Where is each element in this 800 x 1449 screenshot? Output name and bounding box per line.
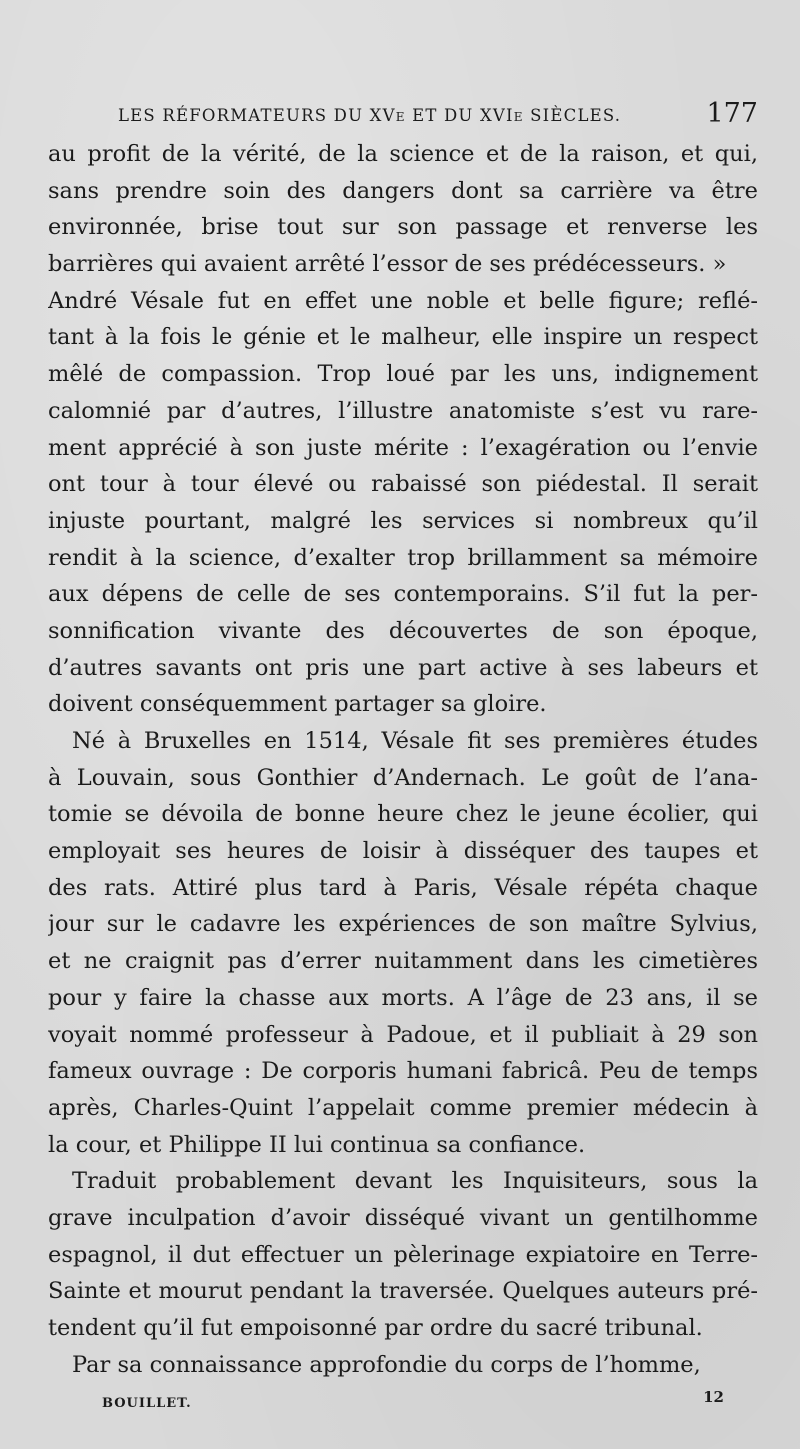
paragraph (48, 1347, 758, 1384)
text-line: Par sa connaissance approfondie du corps de l’homme, (72, 1351, 701, 1378)
text-line: tant à la fois le génie et le malheur, elle inspire un respect (48, 324, 758, 351)
text-line: des rats. Attiré plus tard à Paris, Vésale répéta chaque (48, 874, 758, 901)
text-line: environnée, brise tout sur son passage et renverse les (48, 214, 758, 241)
text-line: grave inculpation d’avoir disséqué vivant un gentilhomme (48, 1204, 758, 1231)
text-line: jour sur le cadavre les expériences de son maître Sylvius, (48, 911, 758, 938)
text-line: sonnification vivante des découvertes de son époque, (48, 617, 758, 644)
paragraph (48, 723, 758, 1163)
text-line: ont tour à tour élevé ou rabaissé son piédestal. Il serait (48, 471, 758, 498)
text-line: après, Charles-Quint l’appelait comme premier médecin à (48, 1094, 758, 1121)
text-line: d’autres savants ont pris une part active à ses labeurs et (48, 654, 758, 681)
paragraph (48, 136, 758, 283)
text-line: tendent qu’il fut empoisonné par ordre du sacré tribunal. (48, 1315, 703, 1341)
text-line: barrières qui avaient arrêté l’essor de ses prédécesseurs. » (48, 251, 727, 278)
text-line: employait ses heures de loisir à disséquer des taupes et (48, 838, 758, 865)
body-text (48, 136, 758, 1383)
text-line: aux dépens de celle de ses contemporains. S’il fut la per- (48, 581, 758, 608)
page-footer (102, 1388, 724, 1418)
text-line: pour y faire la chasse aux morts. A l’âge de 23 ans, il se (48, 984, 758, 1011)
text-line: à Louvain, sous Gonthier d’Andernach. Le goût de l’ana- (48, 764, 758, 791)
text-line: sans prendre soin des dangers dont sa carrière va être (48, 177, 758, 204)
text-line: la cour, et Philippe II lui continua sa confiance. (48, 1131, 586, 1158)
text-line: doivent conséquemment partager sa gloire. (48, 691, 547, 718)
text-line: et ne craignit pas d’errer nuitamment dans les cimetières (48, 948, 758, 975)
text-line: mêlé de compassion. Trop loué par les uns, indignement (48, 361, 758, 388)
text-line: fameux ouvrage : De corporis humani fabricâ. Peu de temps (48, 1058, 758, 1085)
signature-mark: BOUILLET. (102, 1396, 192, 1411)
text-line: ment apprécié à son juste mérite : l’exagération ou l’envie (48, 434, 758, 461)
text-line: espagnol, il dut effectuer un pèlerinage expiatoire en Terre- (48, 1241, 758, 1268)
text-line: Traduit probablement devant les Inquisiteurs, sous la (72, 1168, 758, 1195)
running-title: LES RÉFORMATEURS DU XVe ET DU XVIe SIÈCLES. (118, 106, 622, 125)
text-line: au profit de la vérité, de la science et de la raison, et qui, (48, 141, 758, 167)
text-line: Né à Bruxelles en 1514, Vésale fit ses premières études (72, 728, 758, 754)
text-line: calomnié par d’autres, l’illustre anatomiste s’est vu rare- (48, 397, 758, 424)
text-line: André Vésale fut en effet une noble et belle figure; reflé- (48, 287, 758, 314)
sheet-number: 12 (703, 1388, 724, 1406)
page-header (118, 98, 758, 138)
text-line: tomie se dévoila de bonne heure chez le jeune écolier, qui (48, 801, 758, 828)
paragraph (48, 1163, 758, 1346)
text-line: voyait nommé professeur à Padoue, et il publiait à 29 son (48, 1021, 758, 1048)
text-line: injuste pourtant, malgré les services si nombreux qu’il (48, 507, 758, 534)
text-line: Sainte et mourut pendant la traversée. Quelques auteurs pré- (48, 1278, 758, 1305)
page-number: 177 (706, 98, 758, 129)
text-line: rendit à la science, d’exalter trop brillamment sa mémoire (48, 544, 758, 571)
paragraph (48, 283, 758, 723)
